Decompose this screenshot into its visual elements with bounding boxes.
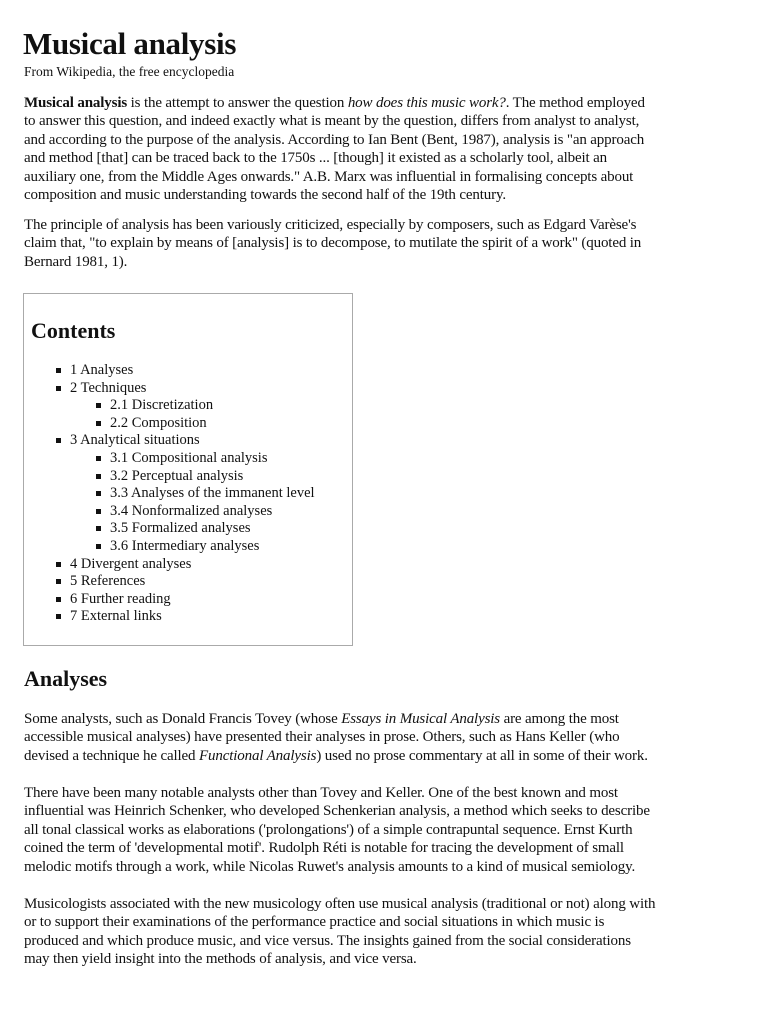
intro-paragraph <box>24 216 641 271</box>
page-title: Musical analysis <box>23 26 237 61</box>
toc-link[interactable]: 3.5 Formalized analyses <box>110 520 251 537</box>
text-line <box>24 112 645 130</box>
text-line <box>24 913 655 931</box>
text-segment: There have been many notable analysts other than Tovey and Keller. One of the best known and most <box>24 785 618 801</box>
text-segment: or to support their examinations of the performance practice and social situations in which music is <box>24 914 605 931</box>
toc-title: Contents <box>31 318 116 343</box>
text-segment: ) used no prose commentary at all in some of their work. <box>316 747 648 764</box>
section-heading-analyses: Analyses <box>24 666 108 691</box>
text-segment: Some analysts, such as Donald Francis Tovey (whose <box>24 711 342 727</box>
intro-paragraph <box>24 94 645 204</box>
analyses-paragraph <box>24 895 655 969</box>
toc-link[interactable]: 3.1 Compositional analysis <box>110 450 268 466</box>
text-segment: may then yield insight into the methods of analysis, and vice versa. <box>24 951 417 968</box>
text-segment: devised a technique he called <box>24 747 200 764</box>
italic-text: Functional Analysis <box>199 747 317 764</box>
bold-term: Musical analysis <box>24 95 128 111</box>
text-segment: all tonal classical works as elaborations ('prolongations') of a simple contrapuntal sequence. Ernst Kurth <box>24 821 633 838</box>
bullet-icon <box>96 474 101 479</box>
toc-link[interactable]: 3 Analytical situations <box>70 432 200 449</box>
text-line <box>24 710 648 728</box>
text-line <box>24 950 655 968</box>
bullet-icon <box>56 614 61 619</box>
toc-link[interactable]: 4 Divergent analyses <box>70 555 192 572</box>
bullet-icon <box>56 562 61 567</box>
text-line <box>24 234 641 252</box>
bullet-icon <box>96 509 101 514</box>
toc-link[interactable]: 2.2 Composition <box>110 414 207 431</box>
toc-link[interactable]: 2.1 Discretization <box>110 397 214 414</box>
text-line <box>24 149 645 167</box>
text-segment: composition and music understanding towards the second half of the 19th century. <box>24 187 506 204</box>
bullet-icon <box>96 526 101 531</box>
bullet-icon <box>96 491 101 496</box>
text-line <box>24 932 655 950</box>
page-subtitle: From Wikipedia, the free encyclopedia <box>24 64 235 79</box>
text-line <box>24 802 650 820</box>
text-line <box>24 784 650 802</box>
bullet-icon <box>96 421 101 426</box>
bullet-icon <box>96 456 101 461</box>
text-segment: melodic motifs through a work, while Nicolas Ruwet's analysis amounts to a kind of musical semiology. <box>24 858 636 875</box>
analyses-paragraph <box>24 710 648 765</box>
text-segment: . The method employed <box>505 95 645 111</box>
analyses-paragraph <box>24 784 650 876</box>
toc-link[interactable]: 3.6 Intermediary analyses <box>110 538 260 554</box>
bullet-icon <box>96 403 101 408</box>
bullet-icon <box>56 368 61 373</box>
text-segment: Musicologists associated with the new musicology often use musical analysis (traditional or not) along with <box>24 896 656 912</box>
text-segment: accessible musical analyses) have presented their analyses in prose. Others, such as Hans Keller (who <box>24 729 620 746</box>
toc-link[interactable]: 5 References <box>70 573 146 590</box>
text-line <box>24 858 650 876</box>
bullet-icon <box>56 597 61 602</box>
text-segment: coined the term of 'developmental motif'. Rudolph Réti is notable for tracing the development of small <box>24 840 624 857</box>
text-segment: is the attempt to answer the question <box>127 95 348 111</box>
text-line <box>24 747 648 765</box>
text-line <box>24 253 641 271</box>
toc-link[interactable]: 6 Further reading <box>70 590 171 607</box>
text-segment: and according to the purpose of the analysis. According to Ian Bent (Bent, 1987), analysis is "an approach <box>24 131 645 148</box>
text-segment: produced and which produce music, and vice versus. The insights gained from the social considerations <box>24 932 631 949</box>
bullet-icon <box>56 438 61 443</box>
italic-text: how does this music work? <box>347 95 506 111</box>
text-line <box>24 168 645 186</box>
text-line <box>24 131 645 149</box>
text-line <box>24 216 641 234</box>
text-segment: influential was Heinrich Schenker, who developed Schenkerian analysis, a method which seeks to describe <box>24 803 650 820</box>
toc-link[interactable]: 7 External links <box>70 608 162 625</box>
toc-link[interactable]: 3.4 Nonformalized analyses <box>110 502 273 519</box>
text-line <box>24 821 650 839</box>
toc-link[interactable]: 3.2 Perceptual analysis <box>110 467 244 484</box>
text-segment: and method [that] can be traced back to the 1750s ... [though] it existed as a scholarly tool, albeit an <box>24 150 607 167</box>
text-segment: to answer this question, and indeed exactly what is meant by the question, differs from analyst to analyst, <box>24 113 640 130</box>
italic-text: Essays in Musical Analysis <box>341 711 500 727</box>
toc-link[interactable]: 1 Analyses <box>70 362 134 378</box>
text-line <box>24 728 648 746</box>
text-segment: auxiliary one, from the Middle Ages onwards." A.B. Marx was influential in formalising concepts about <box>24 168 634 185</box>
toc-link[interactable]: 2 Techniques <box>70 379 147 396</box>
text-segment: Bernard 1981, 1). <box>24 253 128 270</box>
toc-link[interactable]: 3.3 Analyses of the immanent level <box>110 485 315 502</box>
bullet-icon <box>96 544 101 549</box>
text-segment: claim that, "to explain by means of [analysis] is to decompose, to mutilate the spirit of a work" (quoted in <box>24 235 642 252</box>
text-segment: The principle of analysis has been variously criticized, especially by composers, such as Edgard Varèse's <box>24 217 637 233</box>
text-segment: are among the most <box>499 711 619 727</box>
text-line <box>24 839 650 857</box>
text-line <box>24 94 645 112</box>
bullet-icon <box>56 579 61 584</box>
text-line <box>24 895 655 913</box>
bullet-icon <box>56 386 61 391</box>
text-line <box>24 186 645 204</box>
